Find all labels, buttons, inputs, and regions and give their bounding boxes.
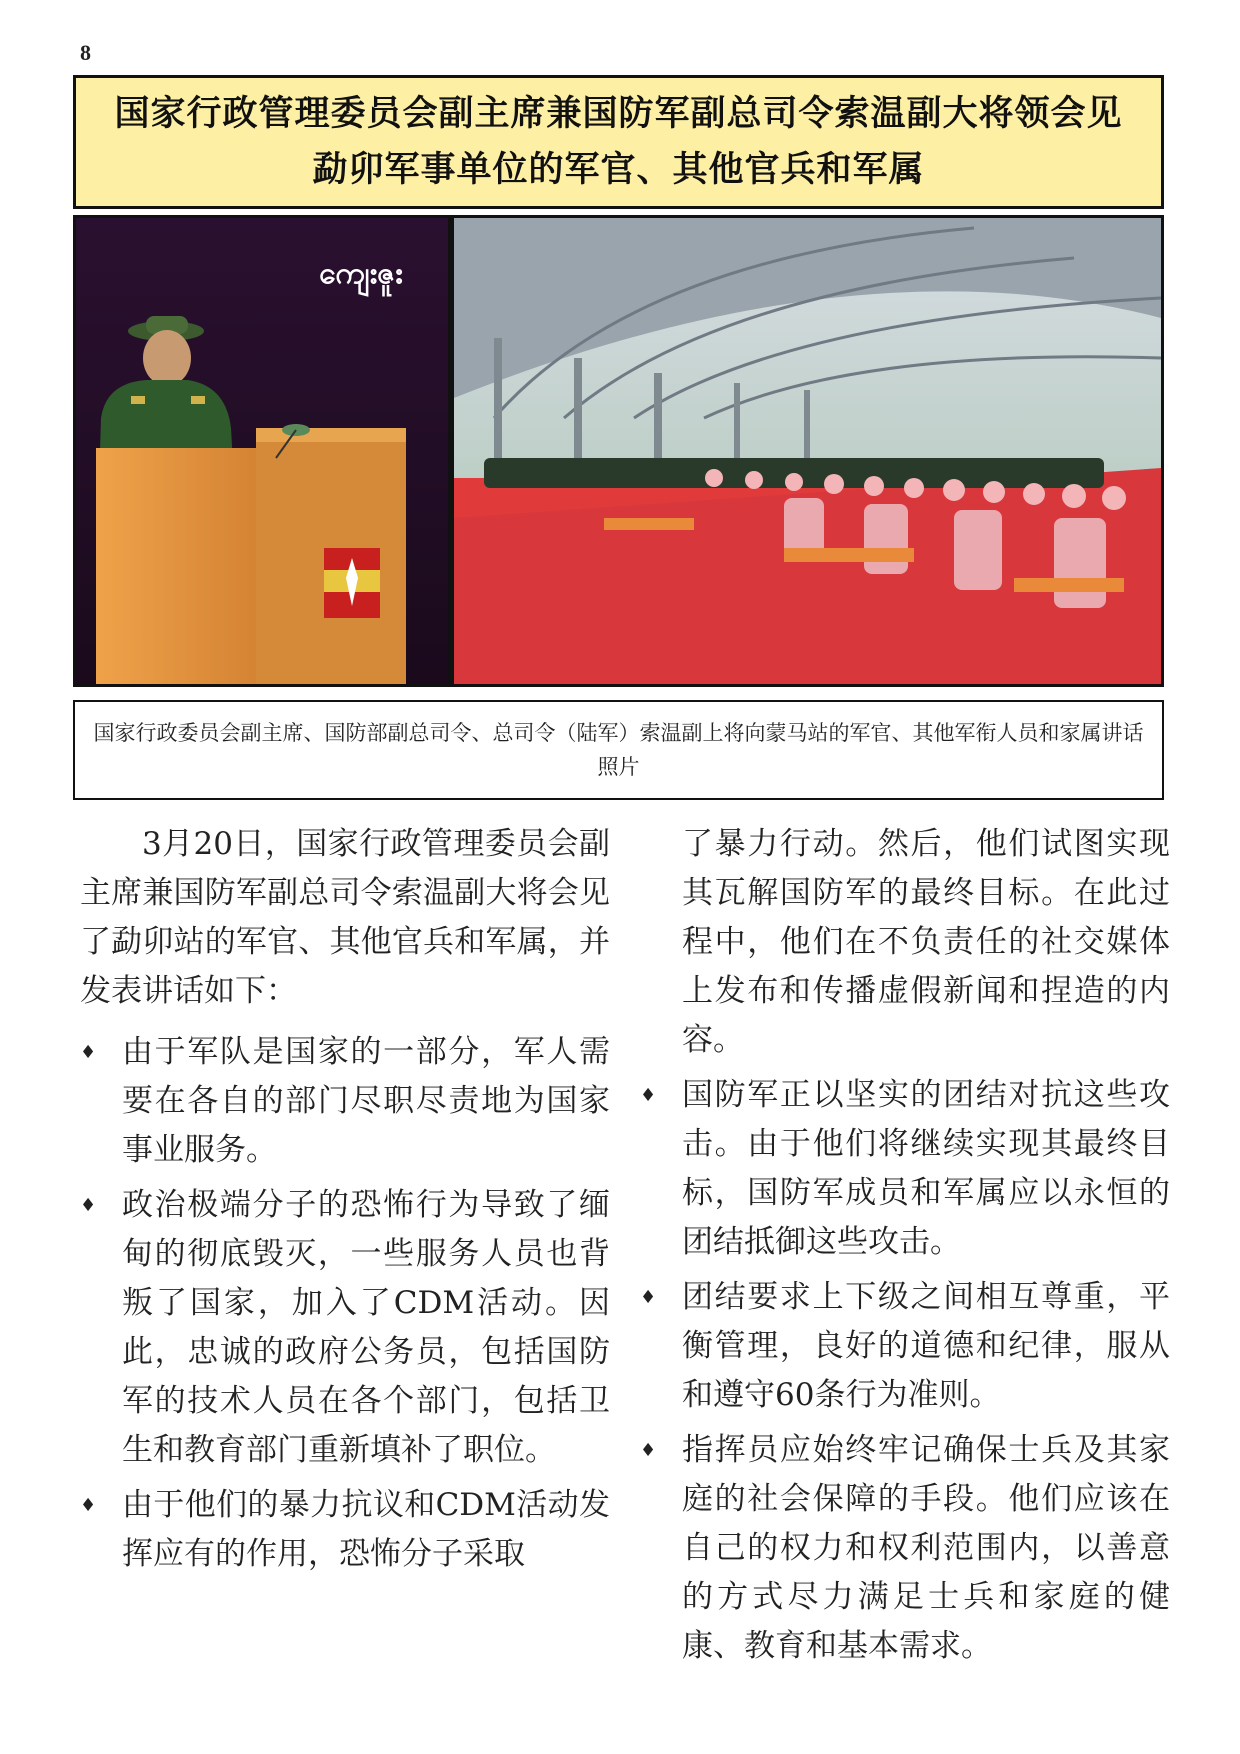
bullet-text: 政治极端分子的恐怖行为导致了缅甸的彻底毁灭，一些服务人员也背叛了国家，加入了CDM活动。因此，忠诚的政府公务员，包括国防军的技术人员在各个部门，包括卫生和教育部门重新填补了职位。 xyxy=(122,1187,610,1468)
bullet-text: 指挥员应始终牢记确保士兵及其家庭的社会保障的手段。他们应该在自己的权力和权利范围内，以善意的方式尽力满足士兵和家庭的健康、教育和基本需求。 xyxy=(682,1432,1170,1664)
bullet-text: 国防军正以坚实的团结对抗这些攻击。由于他们将继续实现其最终目标，国防军成员和军属应以永恒的团结抵御这些攻击。 xyxy=(682,1077,1170,1260)
bullet-continuation: 了暴力行动。然后，他们试图实现其瓦解国防军的最终目标。在此过程中，他们在不负责任的社交媒体上发布和传播虚假新闻和捏造的内容。 xyxy=(682,826,1170,1058)
article-column-right xyxy=(640,820,1170,1677)
bullet-list-left xyxy=(80,1028,610,1579)
list-item xyxy=(640,1273,1170,1420)
diamond-bullet-icon: ♦ xyxy=(640,1287,657,1308)
list-item xyxy=(80,1181,610,1475)
article-column-left xyxy=(80,820,610,1585)
photo-caption: 国家行政委员会副主席、国防部副总司令、总司令（陆军）索温副上将向蒙马站的军官、其他军衔人员和家属讲话照片 xyxy=(93,721,1144,779)
bullet-list-right xyxy=(640,1071,1170,1671)
photo-caption-box xyxy=(73,700,1164,800)
speaker-photo-illustration xyxy=(76,218,448,684)
bullet-text: 团结要求上下级之间相互尊重，平衡管理，良好的道德和纪律，服从和遵守60条行为准则。 xyxy=(682,1279,1170,1413)
headline-line-1: 国家行政管理委员会副主席兼国防军副总司令索温副大将领会见 xyxy=(114,94,1123,134)
diamond-bullet-icon: ♦ xyxy=(80,1495,97,1516)
list-item xyxy=(80,1028,610,1175)
page-number: 8 xyxy=(80,40,91,65)
diamond-bullet-icon: ♦ xyxy=(640,1440,657,1461)
bullet-text: 由于军队是国家的一部分，军人需要在各自的部门尽职尽责地为国家事业服务。 xyxy=(122,1034,610,1168)
bullet-text: 由于他们的暴力抗议和CDM活动发挥应有的作用，恐怖分子采取 xyxy=(122,1487,610,1572)
headline-box xyxy=(73,75,1164,209)
diamond-bullet-icon: ♦ xyxy=(640,1085,657,1106)
list-item xyxy=(80,1481,610,1579)
headline-line-2: 勐卯军事单位的军官、其他官兵和军属 xyxy=(312,150,925,190)
photo-frame xyxy=(73,215,1164,687)
list-item xyxy=(640,1426,1170,1671)
diamond-bullet-icon: ♦ xyxy=(80,1195,97,1216)
speaker-photo xyxy=(76,218,448,684)
audience-photo-illustration xyxy=(454,218,1161,684)
audience-photo xyxy=(454,218,1161,684)
article-intro: 3月20日，国家行政管理委员会副主席兼国防军副总司令索温副大将会见了勐卯站的军官、其他官兵和军属，并发表讲话如下： xyxy=(80,826,610,1009)
list-item xyxy=(640,1071,1170,1267)
banner-text: ကျေးဇူး xyxy=(319,256,403,291)
diamond-bullet-icon: ♦ xyxy=(80,1042,97,1063)
